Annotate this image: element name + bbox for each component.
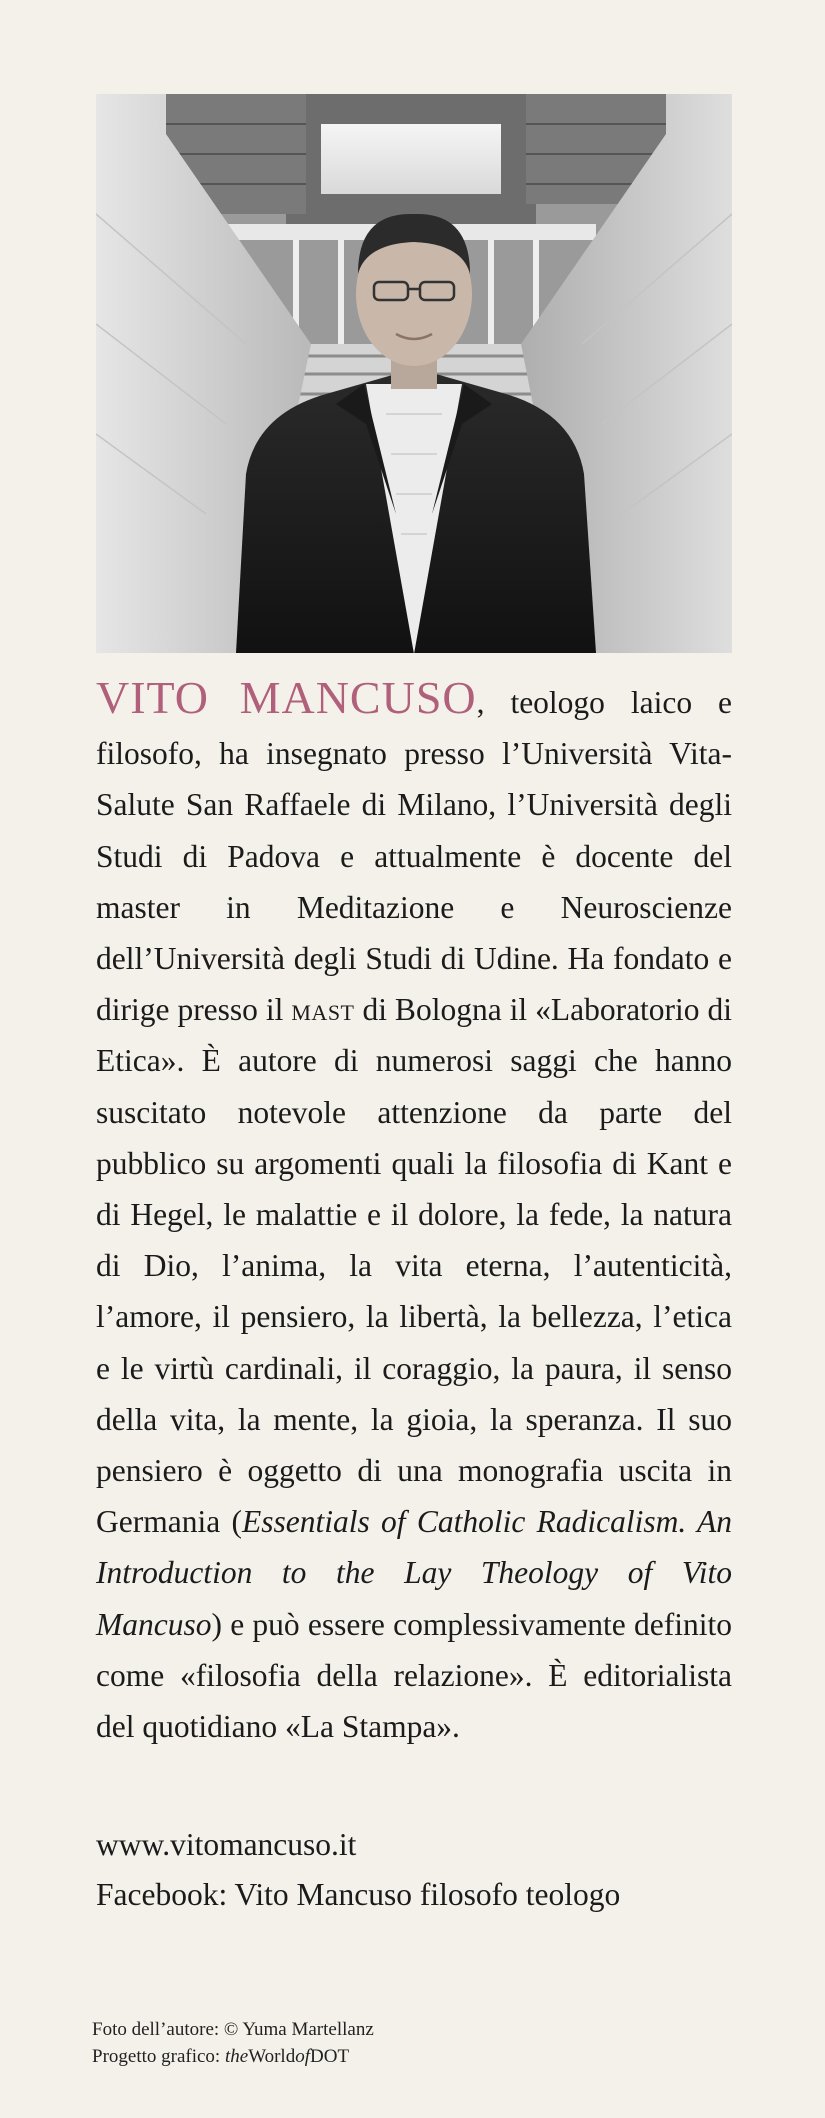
author-photo: [96, 94, 732, 653]
book-title: Essentials of Catholic Radicalism. An Introduction to the Lay Theology of Vito Mancuso: [96, 1504, 732, 1642]
design-world: World: [248, 2046, 296, 2067]
photo-credit: Foto dell’autore: © Yuma Martellanz: [92, 2019, 374, 2040]
design-dot: DOT: [310, 2046, 350, 2067]
website-link[interactable]: www.vitomancuso.it: [96, 1827, 357, 1862]
author-bio: [96, 672, 732, 1752]
design-credit: [92, 2043, 374, 2070]
mast-acronym: mast: [291, 992, 355, 1028]
design-the: the: [224, 2046, 249, 2067]
bio-text-3: ) e può essere complessivamente definito come «filosofia della relazione». È editorialista del quotidiano «La Stampa».: [96, 1606, 732, 1745]
bio-text-2: di Bologna il «Laboratorio di Etica». È autore di numerosi saggi che hanno suscitato notevole attenzione da parte del pubblico su argomenti quali la filosofia di Kant e di Hegel, le malattie e il dolore, la fede, la natura di Dio, l’anima, la vita eterna, l’autenticità, l’amore, il pensiero, la libertà, la bellezza, l’etica e le virtù cardinali, il coraggio, la paura, il senso della vita, la mente, la gioia, la speranza. Il suo pensiero è oggetto di una monografia uscita in Germania (: [96, 992, 733, 1540]
bio-text-1: , teologo laico e filosofo, ha insegnato presso l’Università Vita-Salute San Raffaele di Milano, l’Università degli Studi di Padova e attualmente è docente del master in Meditazione e Neuroscienze dell’Università degli Studi di Udine. Ha fondato e dirige presso il: [96, 685, 732, 1028]
author-links: [96, 1820, 732, 1920]
design-label: Progetto grafico:: [92, 2046, 225, 2067]
author-name: VITO MANCUSO: [96, 672, 477, 723]
design-of: of: [295, 2046, 310, 2067]
author-portrait-photo-icon: [96, 94, 732, 653]
facebook-link[interactable]: Facebook: Vito Mancuso filosofo teologo: [96, 1877, 621, 1912]
credits: [92, 2016, 374, 2070]
